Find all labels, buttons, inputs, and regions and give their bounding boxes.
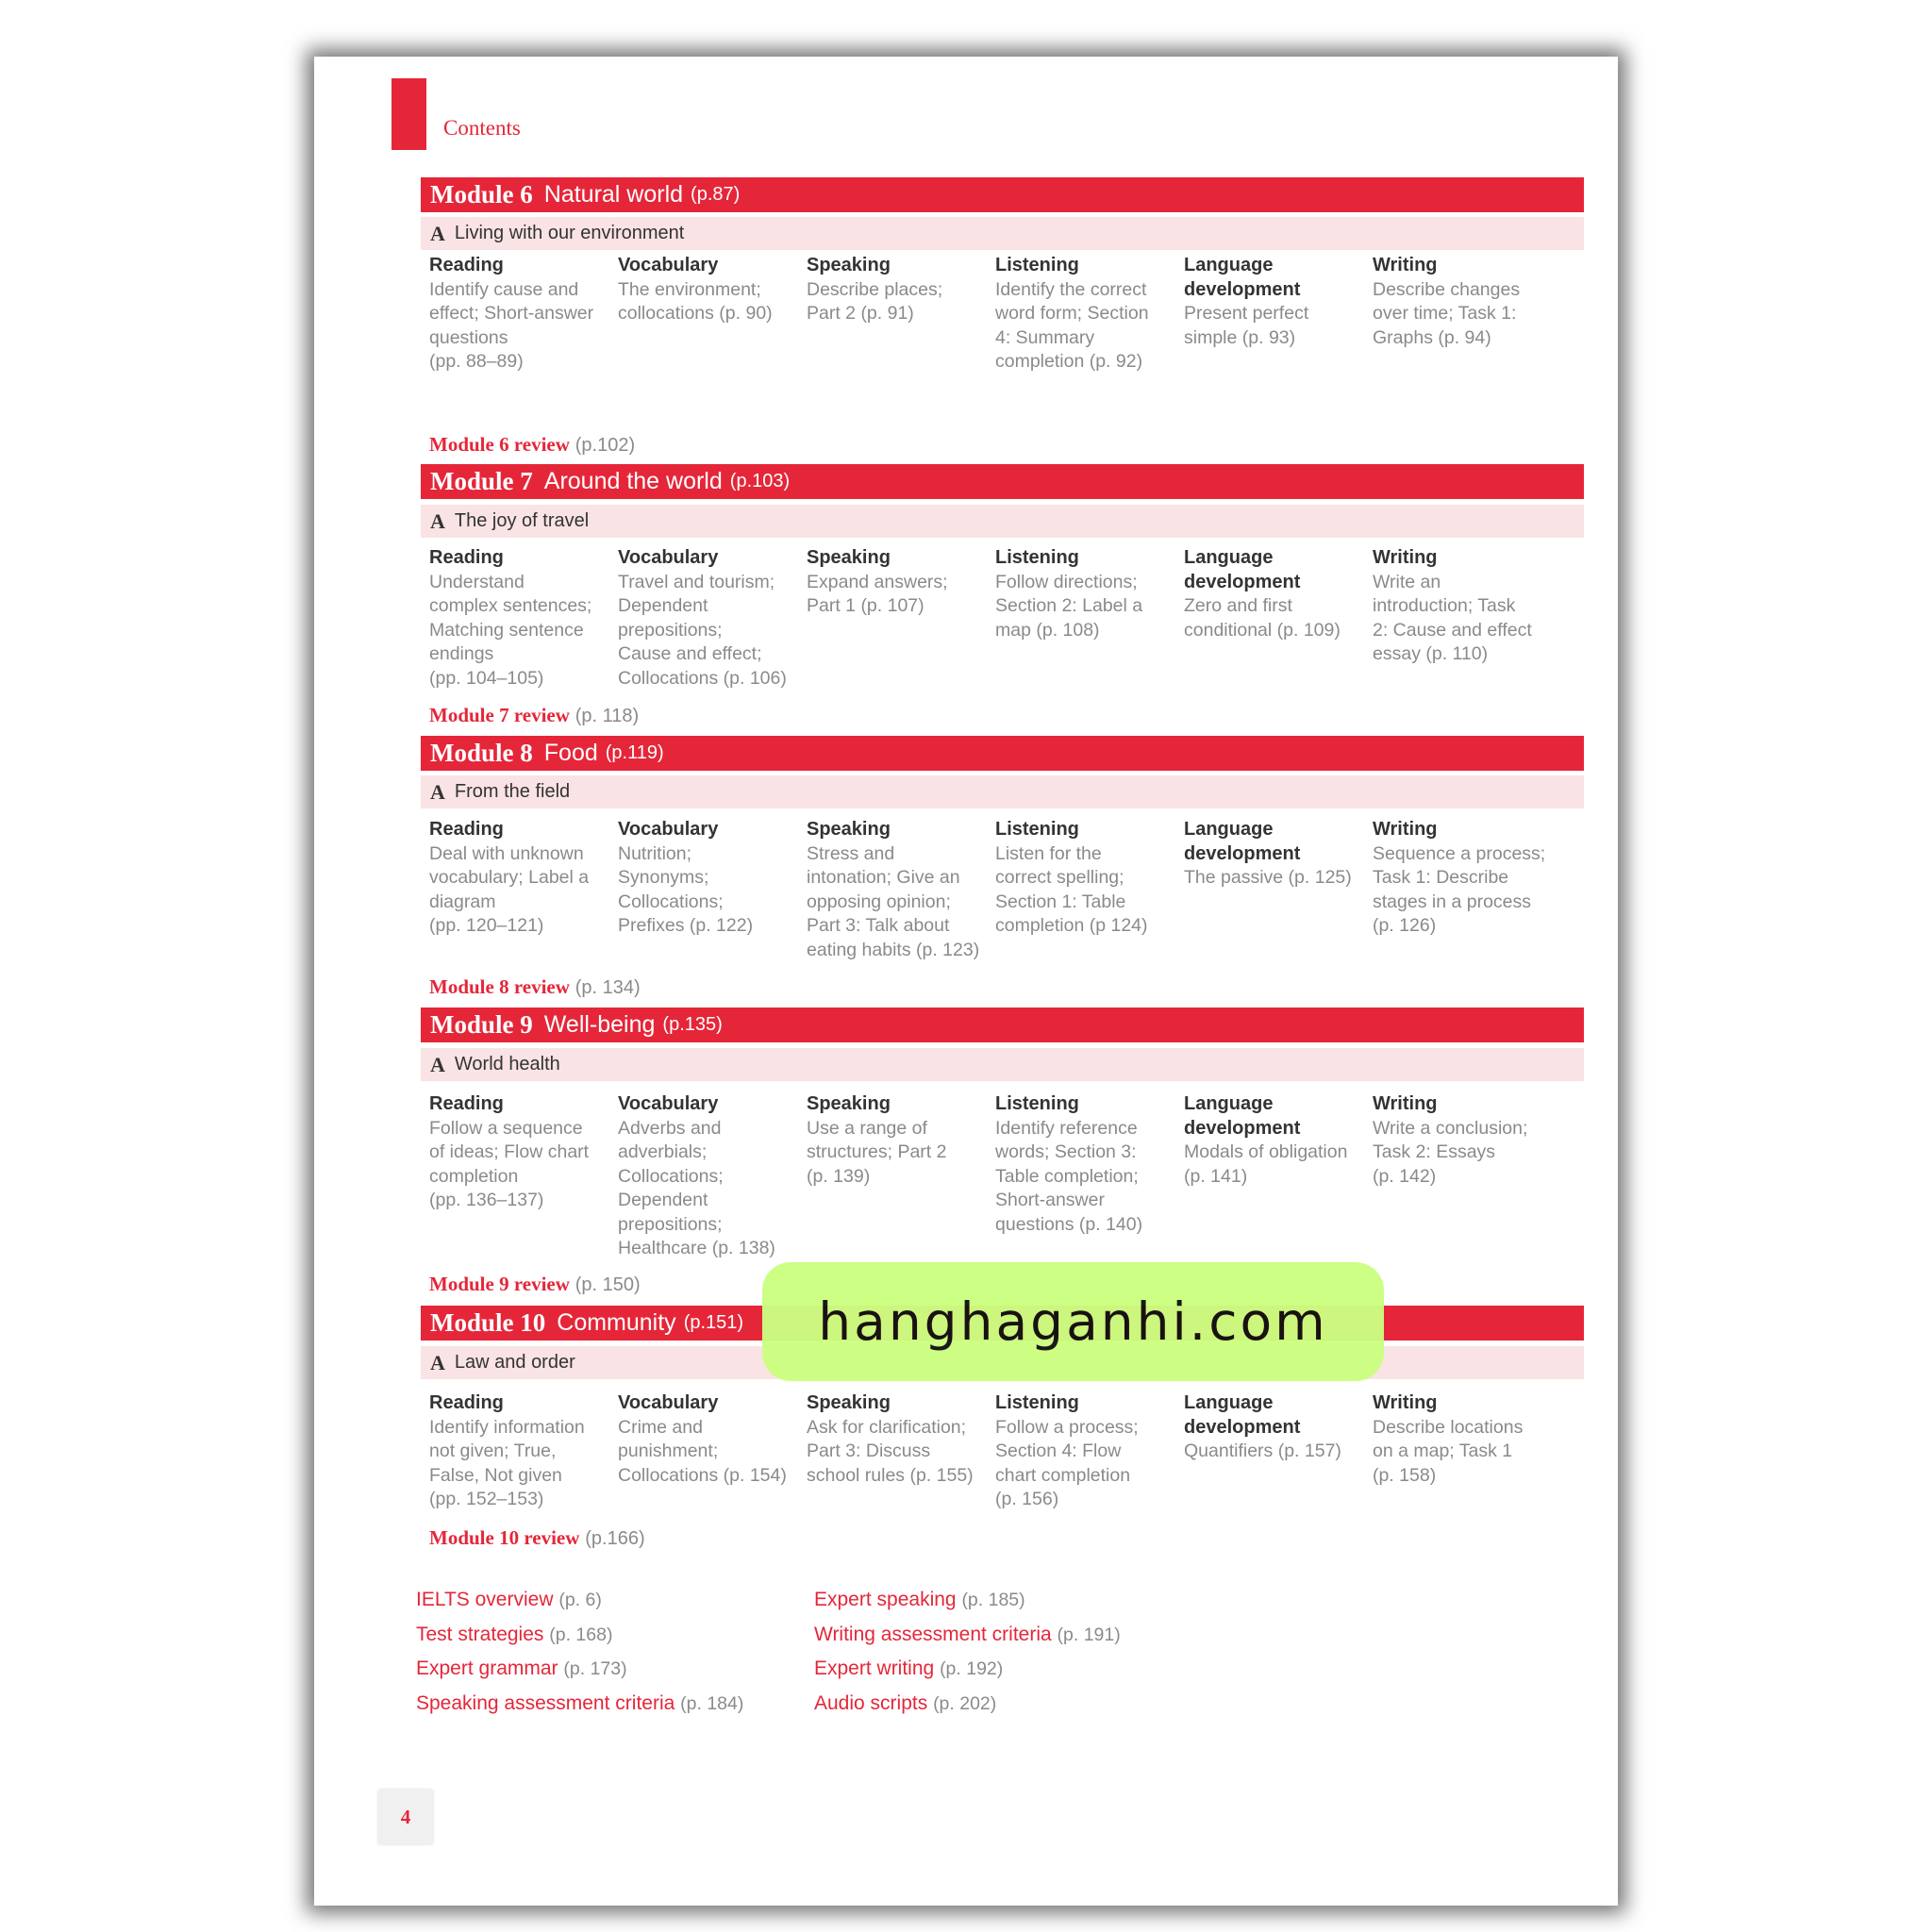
column-content: Crime and punishment; Collocations (p. 154)	[618, 1416, 787, 1486]
module-title: Well-being	[543, 1011, 656, 1038]
module-page: (p.119)	[605, 742, 664, 763]
unit-title: Living with our environment	[454, 223, 685, 243]
module-name: Module 10	[430, 1308, 546, 1337]
column-content: Stress and intonation; Give an opposing opinion; Part 3: Talk about eating habits (p. 123)	[807, 842, 980, 960]
column-content: Describe places; Part 2 (p. 91)	[807, 278, 943, 324]
review-page: (p. 134)	[575, 977, 641, 998]
page-number-text: 4	[400, 1805, 411, 1828]
module-columns	[429, 818, 1580, 988]
column-language-development	[1184, 254, 1363, 350]
column-heading: Reading	[429, 1093, 504, 1114]
review-page: (p. 150)	[575, 1274, 641, 1295]
column-vocabulary	[618, 546, 797, 691]
column-heading: Writing	[1373, 1093, 1438, 1114]
link-expert-grammar[interactable]: Expert grammar (p. 173)	[416, 1657, 627, 1679]
column-heading: Writing	[1373, 547, 1438, 568]
column-content: Understand complex sentences; Matching sentence endings (pp. 104–105)	[429, 571, 592, 689]
column-content: Identify cause and effect; Short-answer questions (pp. 88–89)	[429, 278, 594, 372]
column-content: The passive (p. 125)	[1184, 867, 1352, 888]
column-heading: Listening	[995, 819, 1079, 840]
link-ielts-overview[interactable]: IELTS overview (p. 6)	[416, 1589, 602, 1610]
column-listening	[995, 546, 1174, 642]
review-page: (p.102)	[575, 435, 636, 456]
unit-letter: A	[430, 779, 445, 804]
column-content: Follow a process; Section 4: Flow chart completion (p. 156)	[995, 1416, 1139, 1509]
review-label: Module 9 review	[429, 1273, 570, 1295]
column-content: Follow a sequence of ideas; Flow chart completion (pp. 136–137)	[429, 1117, 590, 1210]
column-speaking	[807, 1391, 986, 1488]
column-heading: Vocabulary	[618, 547, 719, 568]
column-heading: Writing	[1373, 255, 1438, 275]
module-page: (p.151)	[683, 1312, 744, 1333]
column-heading: Language development	[1184, 255, 1301, 300]
module-review-link[interactable]	[429, 1526, 645, 1550]
unit-letter: A	[430, 221, 445, 245]
column-content: Adverbs and adverbials; Collocations; Dependent prepositions; Healthcare (p. 138)	[618, 1117, 775, 1258]
column-reading	[429, 1092, 608, 1213]
column-content: Use a range of structures; Part 2 (p. 139)	[807, 1117, 947, 1187]
review-page: (p.166)	[585, 1528, 645, 1549]
module-name: Module 6	[430, 180, 533, 208]
page-number	[378, 1790, 433, 1844]
column-content: Travel and tourism; Dependent prepositions; Cause and effect; Collocations (p. 106)	[618, 571, 787, 689]
column-heading: Language development	[1184, 547, 1301, 592]
module-title: Food	[543, 740, 598, 766]
contents-marker	[391, 78, 426, 150]
link-speaking-assessment-criteria[interactable]: Speaking assessment criteria (p. 184)	[416, 1691, 744, 1714]
column-content: Deal with unknown vocabulary; Label a diagram (pp. 120–121)	[429, 842, 590, 936]
column-writing	[1373, 1092, 1552, 1189]
column-writing	[1373, 254, 1552, 350]
column-heading: Language development	[1184, 1392, 1301, 1438]
column-language-development	[1184, 546, 1363, 642]
module-name: Module 8	[430, 739, 533, 767]
module-name: Module 7	[430, 467, 533, 495]
module-review-link[interactable]	[429, 704, 639, 727]
watermark-text: hanghaganhi.com	[818, 1291, 1328, 1352]
column-writing	[1373, 1391, 1552, 1488]
column-heading: Vocabulary	[618, 1093, 719, 1114]
column-heading: Language development	[1184, 1093, 1301, 1139]
extra-links-left	[416, 1583, 743, 1721]
column-content: Nutrition; Synonyms; Collocations; Prefixes (p. 122)	[618, 842, 754, 936]
module-columns	[429, 546, 1580, 716]
column-content: The environment; collocations (p. 90)	[618, 278, 773, 324]
unit-header	[421, 505, 1584, 538]
column-content: Modals of obligation (p. 141)	[1184, 1141, 1348, 1187]
column-listening	[995, 818, 1174, 939]
column-listening	[995, 1391, 1174, 1512]
link-audio-scripts[interactable]: Audio scripts (p. 202)	[814, 1691, 997, 1714]
review-page: (p. 118)	[575, 706, 640, 726]
column-language-development	[1184, 818, 1363, 891]
column-speaking	[807, 818, 986, 962]
module-columns	[429, 1092, 1580, 1262]
unit-letter: A	[430, 1350, 445, 1374]
column-content: Sequence a process; Task 1: Describe stages in a process (p. 126)	[1373, 842, 1546, 936]
column-heading: Listening	[995, 1093, 1079, 1114]
module-review-link[interactable]	[429, 433, 635, 457]
column-heading: Speaking	[807, 255, 891, 275]
column-heading: Writing	[1373, 1392, 1438, 1413]
page-title: Contents	[443, 116, 521, 140]
column-heading: Listening	[995, 255, 1079, 275]
review-label: Module 10 review	[429, 1526, 580, 1549]
column-vocabulary	[618, 254, 797, 326]
module-header	[421, 1008, 1584, 1042]
module-title: Community	[557, 1309, 676, 1336]
column-content: Expand answers; Part 1 (p. 107)	[807, 571, 948, 616]
review-label: Module 8 review	[429, 975, 570, 998]
column-reading	[429, 818, 608, 939]
column-content: Present perfect simple (p. 93)	[1184, 303, 1309, 348]
column-content: Zero and first conditional (p. 109)	[1184, 595, 1341, 641]
column-heading: Vocabulary	[618, 819, 719, 840]
column-heading: Writing	[1373, 819, 1438, 840]
watermark-banner	[762, 1262, 1384, 1381]
module-review-link[interactable]	[429, 975, 641, 999]
column-reading	[429, 1391, 608, 1512]
unit-letter: A	[430, 508, 445, 533]
link-expert-writing[interactable]: Expert writing (p. 192)	[814, 1657, 1004, 1679]
column-content: Follow directions; Section 2: Label a map (p. 108)	[995, 571, 1143, 641]
module-page: (p.87)	[691, 184, 741, 205]
link-test-strategies[interactable]: Test strategies (p. 168)	[416, 1623, 613, 1645]
column-heading: Speaking	[807, 819, 891, 840]
module-page: (p.135)	[662, 1014, 723, 1035]
column-speaking	[807, 254, 986, 326]
column-vocabulary	[618, 818, 797, 939]
module-page: (p.103)	[729, 471, 791, 491]
column-content: Quantifiers (p. 157)	[1184, 1441, 1341, 1461]
column-content: Identify the correct word form; Section 4: Summary completion (p. 92)	[995, 278, 1149, 372]
column-language-development	[1184, 1391, 1363, 1464]
column-heading: Listening	[995, 1392, 1079, 1413]
column-reading	[429, 254, 608, 375]
column-heading: Reading	[429, 255, 504, 275]
column-reading	[429, 546, 608, 691]
module-name: Module 9	[430, 1010, 533, 1039]
link-writing-assessment-criteria[interactable]: Writing assessment criteria (p. 191)	[814, 1623, 1121, 1645]
extra-links-right	[814, 1583, 1121, 1721]
column-content: Identify reference words; Section 3: Table completion; Short-answer questions (p. 140)	[995, 1117, 1143, 1235]
module-header	[421, 464, 1584, 499]
column-heading: Reading	[429, 547, 504, 568]
module-header	[421, 736, 1584, 771]
column-heading: Vocabulary	[618, 255, 719, 275]
column-listening	[995, 254, 1174, 375]
column-listening	[995, 1092, 1174, 1237]
column-content: Describe changes over time; Task 1: Graphs (p. 94)	[1373, 278, 1521, 348]
unit-title: The joy of travel	[454, 510, 590, 531]
review-label: Module 7 review	[429, 704, 570, 726]
module-title: Natural world	[543, 181, 684, 208]
column-content: Identify information not given; True, False, Not given (pp. 152–153)	[429, 1416, 585, 1509]
link-expert-speaking[interactable]: Expert speaking (p. 185)	[814, 1589, 1025, 1610]
column-language-development	[1184, 1092, 1363, 1189]
unit-header	[421, 1048, 1584, 1081]
column-heading: Listening	[995, 547, 1079, 568]
column-content: Describe locations on a map; Task 1 (p. 158)	[1373, 1416, 1524, 1486]
column-heading: Speaking	[807, 1392, 891, 1413]
column-content: Write a conclusion; Task 2: Essays (p. 142)	[1373, 1117, 1528, 1187]
unit-header	[421, 217, 1584, 250]
column-heading: Vocabulary	[618, 1392, 719, 1413]
unit-title: Law and order	[454, 1352, 575, 1373]
unit-title: From the field	[454, 781, 571, 802]
column-heading: Language development	[1184, 819, 1301, 864]
column-speaking	[807, 1092, 986, 1189]
column-vocabulary	[618, 1391, 797, 1488]
column-heading: Speaking	[807, 547, 891, 568]
review-label: Module 6 review	[429, 433, 570, 456]
column-content: Ask for clarification; Part 3: Discuss school rules (p. 155)	[807, 1416, 974, 1486]
column-heading: Reading	[429, 1392, 504, 1413]
module-columns	[429, 254, 1580, 424]
column-content: Listen for the correct spelling; Section 1: Table completion (p 124)	[995, 842, 1148, 936]
unit-header	[421, 775, 1584, 808]
column-writing	[1373, 546, 1552, 667]
column-writing	[1373, 818, 1552, 939]
column-vocabulary	[618, 1092, 797, 1261]
column-content: Write an introduction; Task 2: Cause and effect essay (p. 110)	[1373, 571, 1532, 664]
unit-letter: A	[430, 1052, 445, 1076]
column-heading: Speaking	[807, 1093, 891, 1114]
module-header	[421, 177, 1584, 212]
column-heading: Reading	[429, 819, 504, 840]
unit-title: World health	[454, 1054, 560, 1074]
module-review-link[interactable]	[429, 1273, 641, 1296]
module-title: Around the world	[543, 468, 723, 494]
column-speaking	[807, 546, 986, 619]
